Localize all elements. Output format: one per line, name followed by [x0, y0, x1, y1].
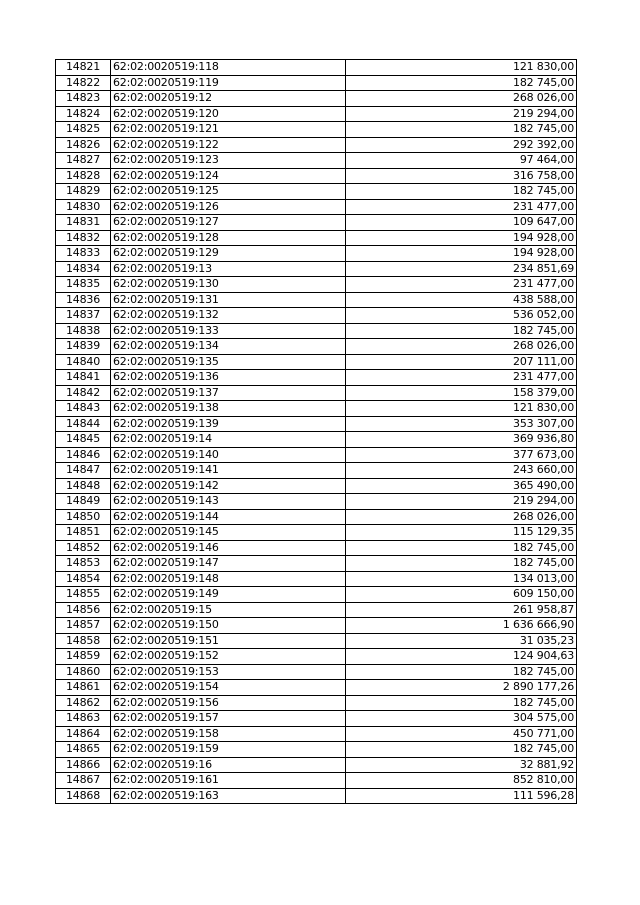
table-row: [56, 525, 577, 541]
row-number-cell: 14829: [56, 184, 111, 200]
cadastral-number-cell: 62:02:0020519:15: [111, 602, 346, 618]
cadastral-value-cell: 134 013,00: [346, 571, 577, 587]
row-number-cell: 14840: [56, 354, 111, 370]
cadastral-value-cell: 182 745,00: [346, 742, 577, 758]
cadastral-number-cell: 62:02:0020519:146: [111, 540, 346, 556]
cadastral-value-cell: 158 379,00: [346, 385, 577, 401]
table-row: [56, 788, 577, 804]
table-row: [56, 695, 577, 711]
cadastral-number-cell: 62:02:0020519:134: [111, 339, 346, 355]
table-row: [56, 199, 577, 215]
table-row: [56, 122, 577, 138]
row-number-cell: 14856: [56, 602, 111, 618]
cadastral-number-cell: 62:02:0020519:163: [111, 788, 346, 804]
table-row: [56, 106, 577, 122]
cadastral-value-cell: 438 588,00: [346, 292, 577, 308]
cadastral-value-cell: 121 830,00: [346, 401, 577, 417]
cadastral-number-cell: 62:02:0020519:141: [111, 463, 346, 479]
cadastral-number-cell: 62:02:0020519:139: [111, 416, 346, 432]
row-number-cell: 14843: [56, 401, 111, 417]
cadastral-number-cell: 62:02:0020519:125: [111, 184, 346, 200]
table-row: [56, 153, 577, 169]
row-number-cell: 14821: [56, 60, 111, 76]
row-number-cell: 14837: [56, 308, 111, 324]
cadastral-value-cell: 111 596,28: [346, 788, 577, 804]
cadastral-number-cell: 62:02:0020519:118: [111, 60, 346, 76]
cadastral-number-cell: 62:02:0020519:161: [111, 773, 346, 789]
cadastral-value-cell: 124 904,63: [346, 649, 577, 665]
table-row: [56, 137, 577, 153]
table-row: [56, 416, 577, 432]
table-row: [56, 215, 577, 231]
table-row: [56, 587, 577, 603]
cadastral-number-cell: 62:02:0020519:148: [111, 571, 346, 587]
cadastral-value-cell: 182 745,00: [346, 323, 577, 339]
cadastral-value-cell: 115 129,35: [346, 525, 577, 541]
table-row: [56, 463, 577, 479]
table-row: [56, 168, 577, 184]
cadastral-number-cell: 62:02:0020519:151: [111, 633, 346, 649]
table-row: [56, 447, 577, 463]
cadastral-number-cell: 62:02:0020519:16: [111, 757, 346, 773]
table-row: [56, 602, 577, 618]
table-row: [56, 370, 577, 386]
row-number-cell: 14849: [56, 494, 111, 510]
table-row: [56, 184, 577, 200]
cadastral-value-cell: 243 660,00: [346, 463, 577, 479]
table-row: [56, 277, 577, 293]
cadastral-value-cell: 219 294,00: [346, 494, 577, 510]
cadastral-value-cell: 182 745,00: [346, 695, 577, 711]
row-number-cell: 14852: [56, 540, 111, 556]
row-number-cell: 14842: [56, 385, 111, 401]
row-number-cell: 14835: [56, 277, 111, 293]
row-number-cell: 14859: [56, 649, 111, 665]
row-number-cell: 14864: [56, 726, 111, 742]
cadastral-value-cell: 536 052,00: [346, 308, 577, 324]
table-row: [56, 432, 577, 448]
table-row: [56, 556, 577, 572]
row-number-cell: 14845: [56, 432, 111, 448]
cadastral-number-cell: 62:02:0020519:124: [111, 168, 346, 184]
cadastral-value-table: [55, 59, 577, 804]
table-row: [56, 91, 577, 107]
cadastral-number-cell: 62:02:0020519:156: [111, 695, 346, 711]
cadastral-value-cell: 32 881,92: [346, 757, 577, 773]
table-row: [56, 757, 577, 773]
table-row: [56, 649, 577, 665]
cadastral-number-cell: 62:02:0020519:153: [111, 664, 346, 680]
cadastral-number-cell: 62:02:0020519:137: [111, 385, 346, 401]
cadastral-number-cell: 62:02:0020519:13: [111, 261, 346, 277]
table-row: [56, 60, 577, 76]
cadastral-number-cell: 62:02:0020519:142: [111, 478, 346, 494]
row-number-cell: 14825: [56, 122, 111, 138]
cadastral-number-cell: 62:02:0020519:123: [111, 153, 346, 169]
row-number-cell: 14858: [56, 633, 111, 649]
cadastral-value-cell: 369 936,80: [346, 432, 577, 448]
table-row: [56, 726, 577, 742]
cadastral-value-cell: 1 636 666,90: [346, 618, 577, 634]
cadastral-value-cell: 182 745,00: [346, 122, 577, 138]
row-number-cell: 14827: [56, 153, 111, 169]
cadastral-number-cell: 62:02:0020519:144: [111, 509, 346, 525]
row-number-cell: 14833: [56, 246, 111, 262]
cadastral-value-cell: 450 771,00: [346, 726, 577, 742]
cadastral-value-cell: 316 758,00: [346, 168, 577, 184]
table-row: [56, 618, 577, 634]
cadastral-value-cell: 353 307,00: [346, 416, 577, 432]
cadastral-number-cell: 62:02:0020519:145: [111, 525, 346, 541]
row-number-cell: 14865: [56, 742, 111, 758]
cadastral-number-cell: 62:02:0020519:132: [111, 308, 346, 324]
cadastral-number-cell: 62:02:0020519:150: [111, 618, 346, 634]
cadastral-value-cell: 609 150,00: [346, 587, 577, 603]
cadastral-value-cell: 219 294,00: [346, 106, 577, 122]
table-row: [56, 230, 577, 246]
cadastral-number-cell: 62:02:0020519:138: [111, 401, 346, 417]
cadastral-value-cell: 182 745,00: [346, 75, 577, 91]
cadastral-value-cell: 109 647,00: [346, 215, 577, 231]
cadastral-number-cell: 62:02:0020519:157: [111, 711, 346, 727]
cadastral-number-cell: 62:02:0020519:147: [111, 556, 346, 572]
cadastral-value-cell: 234 851,69: [346, 261, 577, 277]
table-row: [56, 633, 577, 649]
row-number-cell: 14834: [56, 261, 111, 277]
cadastral-value-cell: 97 464,00: [346, 153, 577, 169]
row-number-cell: 14866: [56, 757, 111, 773]
table-row: [56, 292, 577, 308]
table-row: [56, 509, 577, 525]
row-number-cell: 14853: [56, 556, 111, 572]
table-row: [56, 773, 577, 789]
cadastral-number-cell: 62:02:0020519:149: [111, 587, 346, 603]
table-row: [56, 308, 577, 324]
row-number-cell: 14831: [56, 215, 111, 231]
row-number-cell: 14844: [56, 416, 111, 432]
cadastral-value-cell: 365 490,00: [346, 478, 577, 494]
cadastral-value-cell: 182 745,00: [346, 556, 577, 572]
row-number-cell: 14855: [56, 587, 111, 603]
row-number-cell: 14839: [56, 339, 111, 355]
table-row: [56, 339, 577, 355]
cadastral-value-cell: 231 477,00: [346, 277, 577, 293]
cadastral-number-cell: 62:02:0020519:14: [111, 432, 346, 448]
table-row: [56, 323, 577, 339]
cadastral-value-cell: 194 928,00: [346, 246, 577, 262]
row-number-cell: 14823: [56, 91, 111, 107]
row-number-cell: 14841: [56, 370, 111, 386]
cadastral-value-cell: 268 026,00: [346, 91, 577, 107]
cadastral-value-cell: 2 890 177,26: [346, 680, 577, 696]
cadastral-number-cell: 62:02:0020519:159: [111, 742, 346, 758]
cadastral-value-cell: 292 392,00: [346, 137, 577, 153]
row-number-cell: 14822: [56, 75, 111, 91]
cadastral-number-cell: 62:02:0020519:154: [111, 680, 346, 696]
cadastral-number-cell: 62:02:0020519:119: [111, 75, 346, 91]
table-row: [56, 246, 577, 262]
cadastral-number-cell: 62:02:0020519:130: [111, 277, 346, 293]
row-number-cell: 14868: [56, 788, 111, 804]
row-number-cell: 14846: [56, 447, 111, 463]
cadastral-number-cell: 62:02:0020519:158: [111, 726, 346, 742]
cadastral-number-cell: 62:02:0020519:129: [111, 246, 346, 262]
table-row: [56, 261, 577, 277]
cadastral-number-cell: 62:02:0020519:152: [111, 649, 346, 665]
row-number-cell: 14862: [56, 695, 111, 711]
cadastral-number-cell: 62:02:0020519:140: [111, 447, 346, 463]
row-number-cell: 14832: [56, 230, 111, 246]
row-number-cell: 14863: [56, 711, 111, 727]
cadastral-value-cell: 182 745,00: [346, 540, 577, 556]
cadastral-value-cell: 194 928,00: [346, 230, 577, 246]
cadastral-value-cell: 231 477,00: [346, 199, 577, 215]
table-row: [56, 711, 577, 727]
row-number-cell: 14847: [56, 463, 111, 479]
cadastral-value-cell: 304 575,00: [346, 711, 577, 727]
table-row: [56, 494, 577, 510]
row-number-cell: 14838: [56, 323, 111, 339]
cadastral-value-cell: 207 111,00: [346, 354, 577, 370]
row-number-cell: 14828: [56, 168, 111, 184]
cadastral-number-cell: 62:02:0020519:131: [111, 292, 346, 308]
cadastral-number-cell: 62:02:0020519:135: [111, 354, 346, 370]
cadastral-value-cell: 852 810,00: [346, 773, 577, 789]
cadastral-number-cell: 62:02:0020519:136: [111, 370, 346, 386]
table-row: [56, 540, 577, 556]
row-number-cell: 14851: [56, 525, 111, 541]
cadastral-value-cell: 268 026,00: [346, 339, 577, 355]
table-row: [56, 742, 577, 758]
cadastral-value-cell: 268 026,00: [346, 509, 577, 525]
table-row: [56, 401, 577, 417]
table-row: [56, 478, 577, 494]
cadastral-value-cell: 231 477,00: [346, 370, 577, 386]
table-row: [56, 354, 577, 370]
cadastral-number-cell: 62:02:0020519:128: [111, 230, 346, 246]
table-row: [56, 664, 577, 680]
cadastral-number-cell: 62:02:0020519:143: [111, 494, 346, 510]
row-number-cell: 14848: [56, 478, 111, 494]
cadastral-number-cell: 62:02:0020519:12: [111, 91, 346, 107]
row-number-cell: 14867: [56, 773, 111, 789]
table-row: [56, 75, 577, 91]
table-row: [56, 680, 577, 696]
cadastral-number-cell: 62:02:0020519:127: [111, 215, 346, 231]
row-number-cell: 14824: [56, 106, 111, 122]
row-number-cell: 14850: [56, 509, 111, 525]
table-row: [56, 571, 577, 587]
cadastral-number-cell: 62:02:0020519:120: [111, 106, 346, 122]
table-body: [56, 60, 577, 804]
row-number-cell: 14861: [56, 680, 111, 696]
row-number-cell: 14854: [56, 571, 111, 587]
row-number-cell: 14826: [56, 137, 111, 153]
cadastral-value-cell: 261 958,87: [346, 602, 577, 618]
cadastral-value-cell: 182 745,00: [346, 184, 577, 200]
cadastral-value-cell: 182 745,00: [346, 664, 577, 680]
row-number-cell: 14836: [56, 292, 111, 308]
cadastral-number-cell: 62:02:0020519:122: [111, 137, 346, 153]
cadastral-value-cell: 377 673,00: [346, 447, 577, 463]
row-number-cell: 14860: [56, 664, 111, 680]
cadastral-number-cell: 62:02:0020519:133: [111, 323, 346, 339]
table-row: [56, 385, 577, 401]
cadastral-number-cell: 62:02:0020519:126: [111, 199, 346, 215]
cadastral-value-cell: 121 830,00: [346, 60, 577, 76]
row-number-cell: 14830: [56, 199, 111, 215]
cadastral-value-cell: 31 035,23: [346, 633, 577, 649]
row-number-cell: 14857: [56, 618, 111, 634]
cadastral-number-cell: 62:02:0020519:121: [111, 122, 346, 138]
